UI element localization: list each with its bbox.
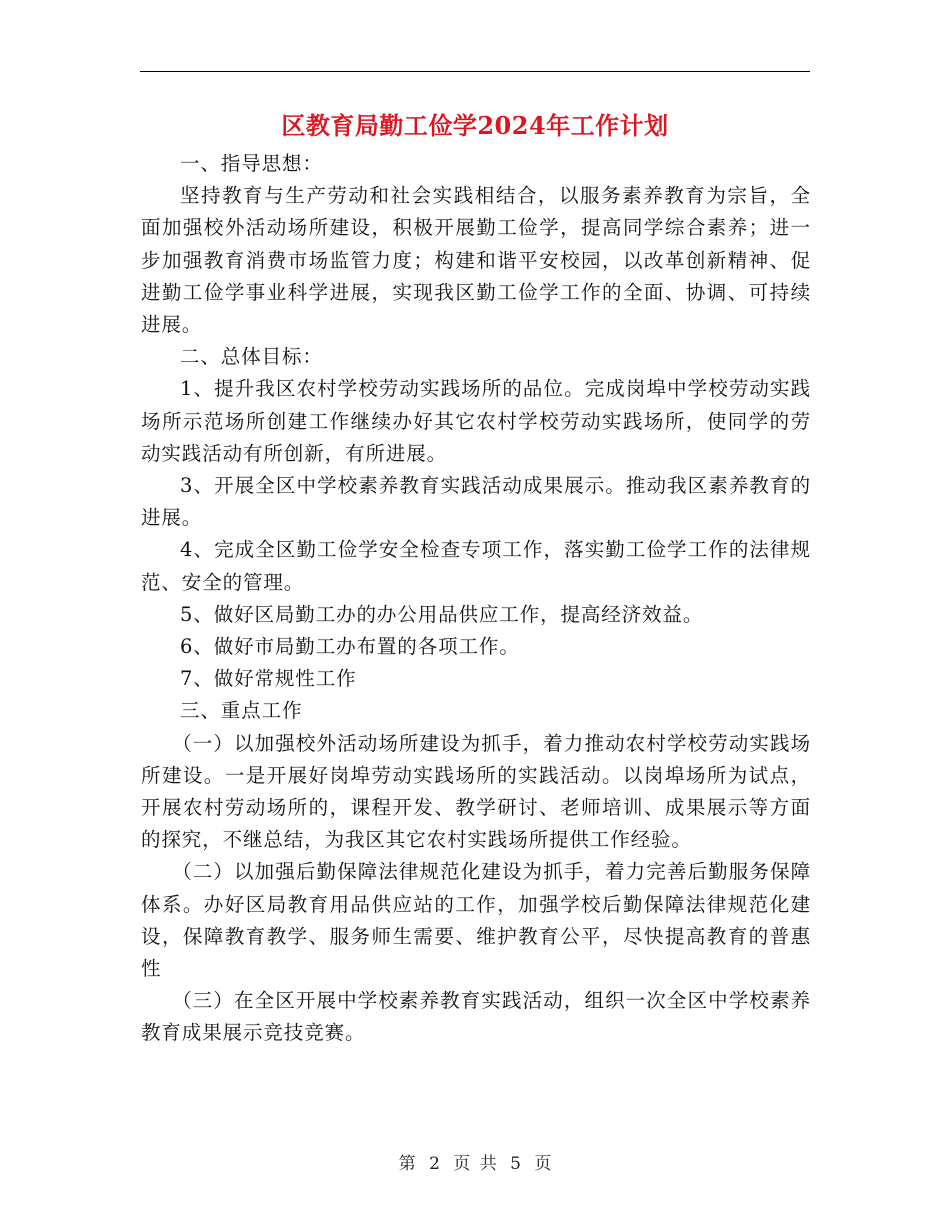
- footer-total-pages: 5: [510, 1154, 521, 1174]
- header-rule: [140, 71, 810, 72]
- paragraph: 6、做好市局勤工办布置的各项工作。: [180, 635, 520, 659]
- paragraph: 4、完成全区勤工俭学安全检查专项工作，落实勤工俭学工作的法律规范、安全的管理。: [141, 538, 811, 594]
- paragraph: （三）在全区开展中学校素养教育实践活动，组织一次全区中学校素养教育成果展示竞技竞赛。: [141, 989, 811, 1045]
- document-body: [141, 148, 811, 1050]
- section-heading: 二、总体目标：: [180, 345, 323, 369]
- footer-prefix: 第: [398, 1154, 416, 1174]
- document-title: 区教育局勤工俭学2024年工作计划: [281, 111, 669, 140]
- footer-suffix: 页: [534, 1154, 552, 1174]
- paragraph: 1、提升我区农村学校劳动实践场所的品位。完成岗埠中学校劳动实践场所示范场所创建工作继续办好其它农村学校劳动实践场所，使同学的劳动实践活动有所创新，有所进展。: [141, 377, 811, 465]
- footer-middle: 页 共: [453, 1154, 497, 1174]
- paragraph: 7、做好常规性工作: [180, 667, 357, 691]
- paragraph: （一）以加强校外活动场所建设为抓手，着力推动农村学校劳动实践场所建设。一是开展好岗埠劳动实践场所的实践活动。以岗埠场所为试点，开展农村劳动场所的，课程开发、教学研讨、老师培训、成果展示等方面的探究，不继总结，为我区其它农村实践场所提供工作经验。: [141, 731, 811, 852]
- section-heading: 三、重点工作: [180, 699, 303, 723]
- page-footer: [0, 1152, 950, 1176]
- paragraph: 坚持教育与生产劳动和社会实践相结合，以服务素养教育为宗旨，全面加强校外活动场所建设，积极开展勤工俭学，提高同学综合素养；进一步加强教育消费市场监管力度；构建和谐平安校园，以改革创新精神、促进勤工俭学事业科学进展，实现我区勤工俭学工作的全面、协调、可持续进展。: [141, 184, 811, 337]
- paragraph: （二）以加强后勤保障法律规范化建设为抓手，着力完善后勤服务保障体系。办好区局教育用品供应站的工作，加强学校后勤保障法律规范化建设，保障教育教学、服务师生需要、维护教育公平，尽快提高教育的普惠性: [141, 860, 811, 981]
- paragraph: 5、做好区局勤工办的办公用品供应工作，提高经济效益。: [180, 602, 704, 626]
- paragraph: 3、开展全区中学校素养教育实践活动成果展示。推动我区素养教育的进展。: [141, 474, 811, 530]
- footer-page-number: 2: [429, 1154, 440, 1174]
- section-heading: 一、指导思想：: [180, 152, 323, 175]
